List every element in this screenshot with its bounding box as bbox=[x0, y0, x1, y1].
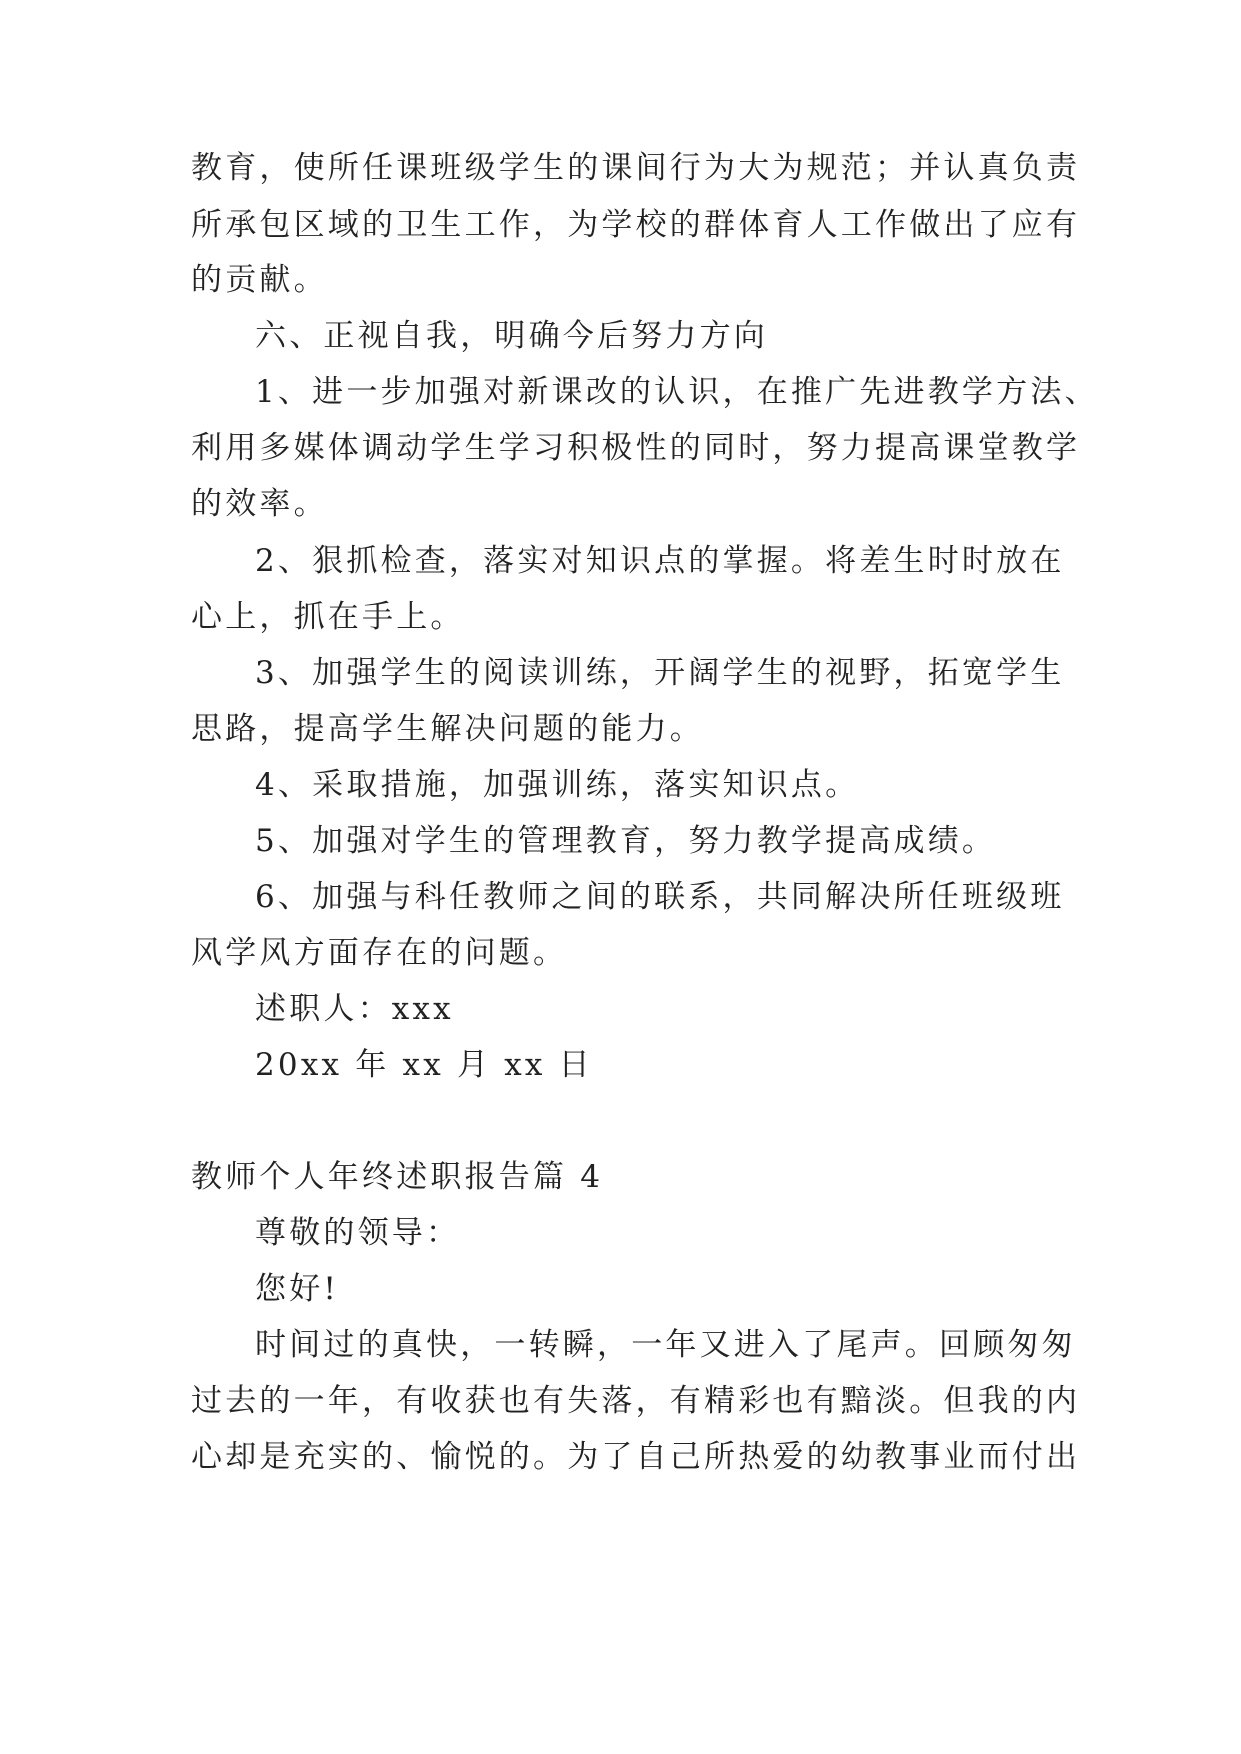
signature-date: 20xx 年 xx 月 xx 日 bbox=[255, 1047, 593, 1083]
signature-name: 述职人：xxx bbox=[255, 991, 454, 1027]
list-item-3-line-1: 3、加强学生的阅读训练，开阔学生的视野，拓宽学生 bbox=[255, 655, 1065, 691]
salutation: 尊敬的领导： bbox=[255, 1215, 461, 1251]
paragraph-line-3: 心却是充实的、愉悦的。为了自己所热爱的幼教事业而付出 bbox=[191, 1439, 1081, 1475]
section-heading: 六、正视自我，明确今后努力方向 bbox=[255, 318, 768, 354]
list-item-6-line-1: 6、加强与科任教师之间的联系，共同解决所任班级班 bbox=[255, 879, 1065, 915]
paragraph-line-1: 时间过的真快，一转瞬，一年又进入了尾声。回顾匆匆 bbox=[255, 1327, 1076, 1363]
list-item-1-line-3: 的效率。 bbox=[191, 486, 328, 522]
greeting: 您好! bbox=[255, 1271, 340, 1307]
body-line-2: 所承包区域的卫生工作，为学校的群体育人工作做出了应有 bbox=[191, 207, 1081, 243]
paragraph-line-2: 过去的一年，有收获也有失落，有精彩也有黯淡。但我的内 bbox=[191, 1383, 1081, 1419]
body-line-3: 的贡献。 bbox=[191, 262, 328, 298]
list-item-5: 5、加强对学生的管理教育，努力教学提高成绩。 bbox=[255, 823, 997, 859]
list-item-2-line-2: 心上，抓在手上。 bbox=[191, 599, 465, 635]
list-item-3-line-2: 思路，提高学生解决问题的能力。 bbox=[191, 711, 704, 747]
list-item-1-line-1: 1、进一步加强对新课改的认识，在推广先进教学方法、 bbox=[255, 374, 1099, 410]
report-title: 教师个人年终述职报告篇 4 bbox=[191, 1159, 604, 1195]
list-item-4: 4、采取措施，加强训练，落实知识点。 bbox=[255, 767, 860, 803]
list-item-2-line-1: 2、狠抓检查，落实对知识点的掌握。将差生时时放在 bbox=[255, 543, 1065, 579]
list-item-1-line-2: 利用多媒体调动学生学习积极性的同时，努力提高课堂教学 bbox=[191, 430, 1081, 466]
body-line-1: 教育，使所任课班级学生的课间行为大为规范；并认真负责 bbox=[191, 150, 1081, 186]
list-item-6-line-2: 风学风方面存在的问题。 bbox=[191, 935, 568, 971]
